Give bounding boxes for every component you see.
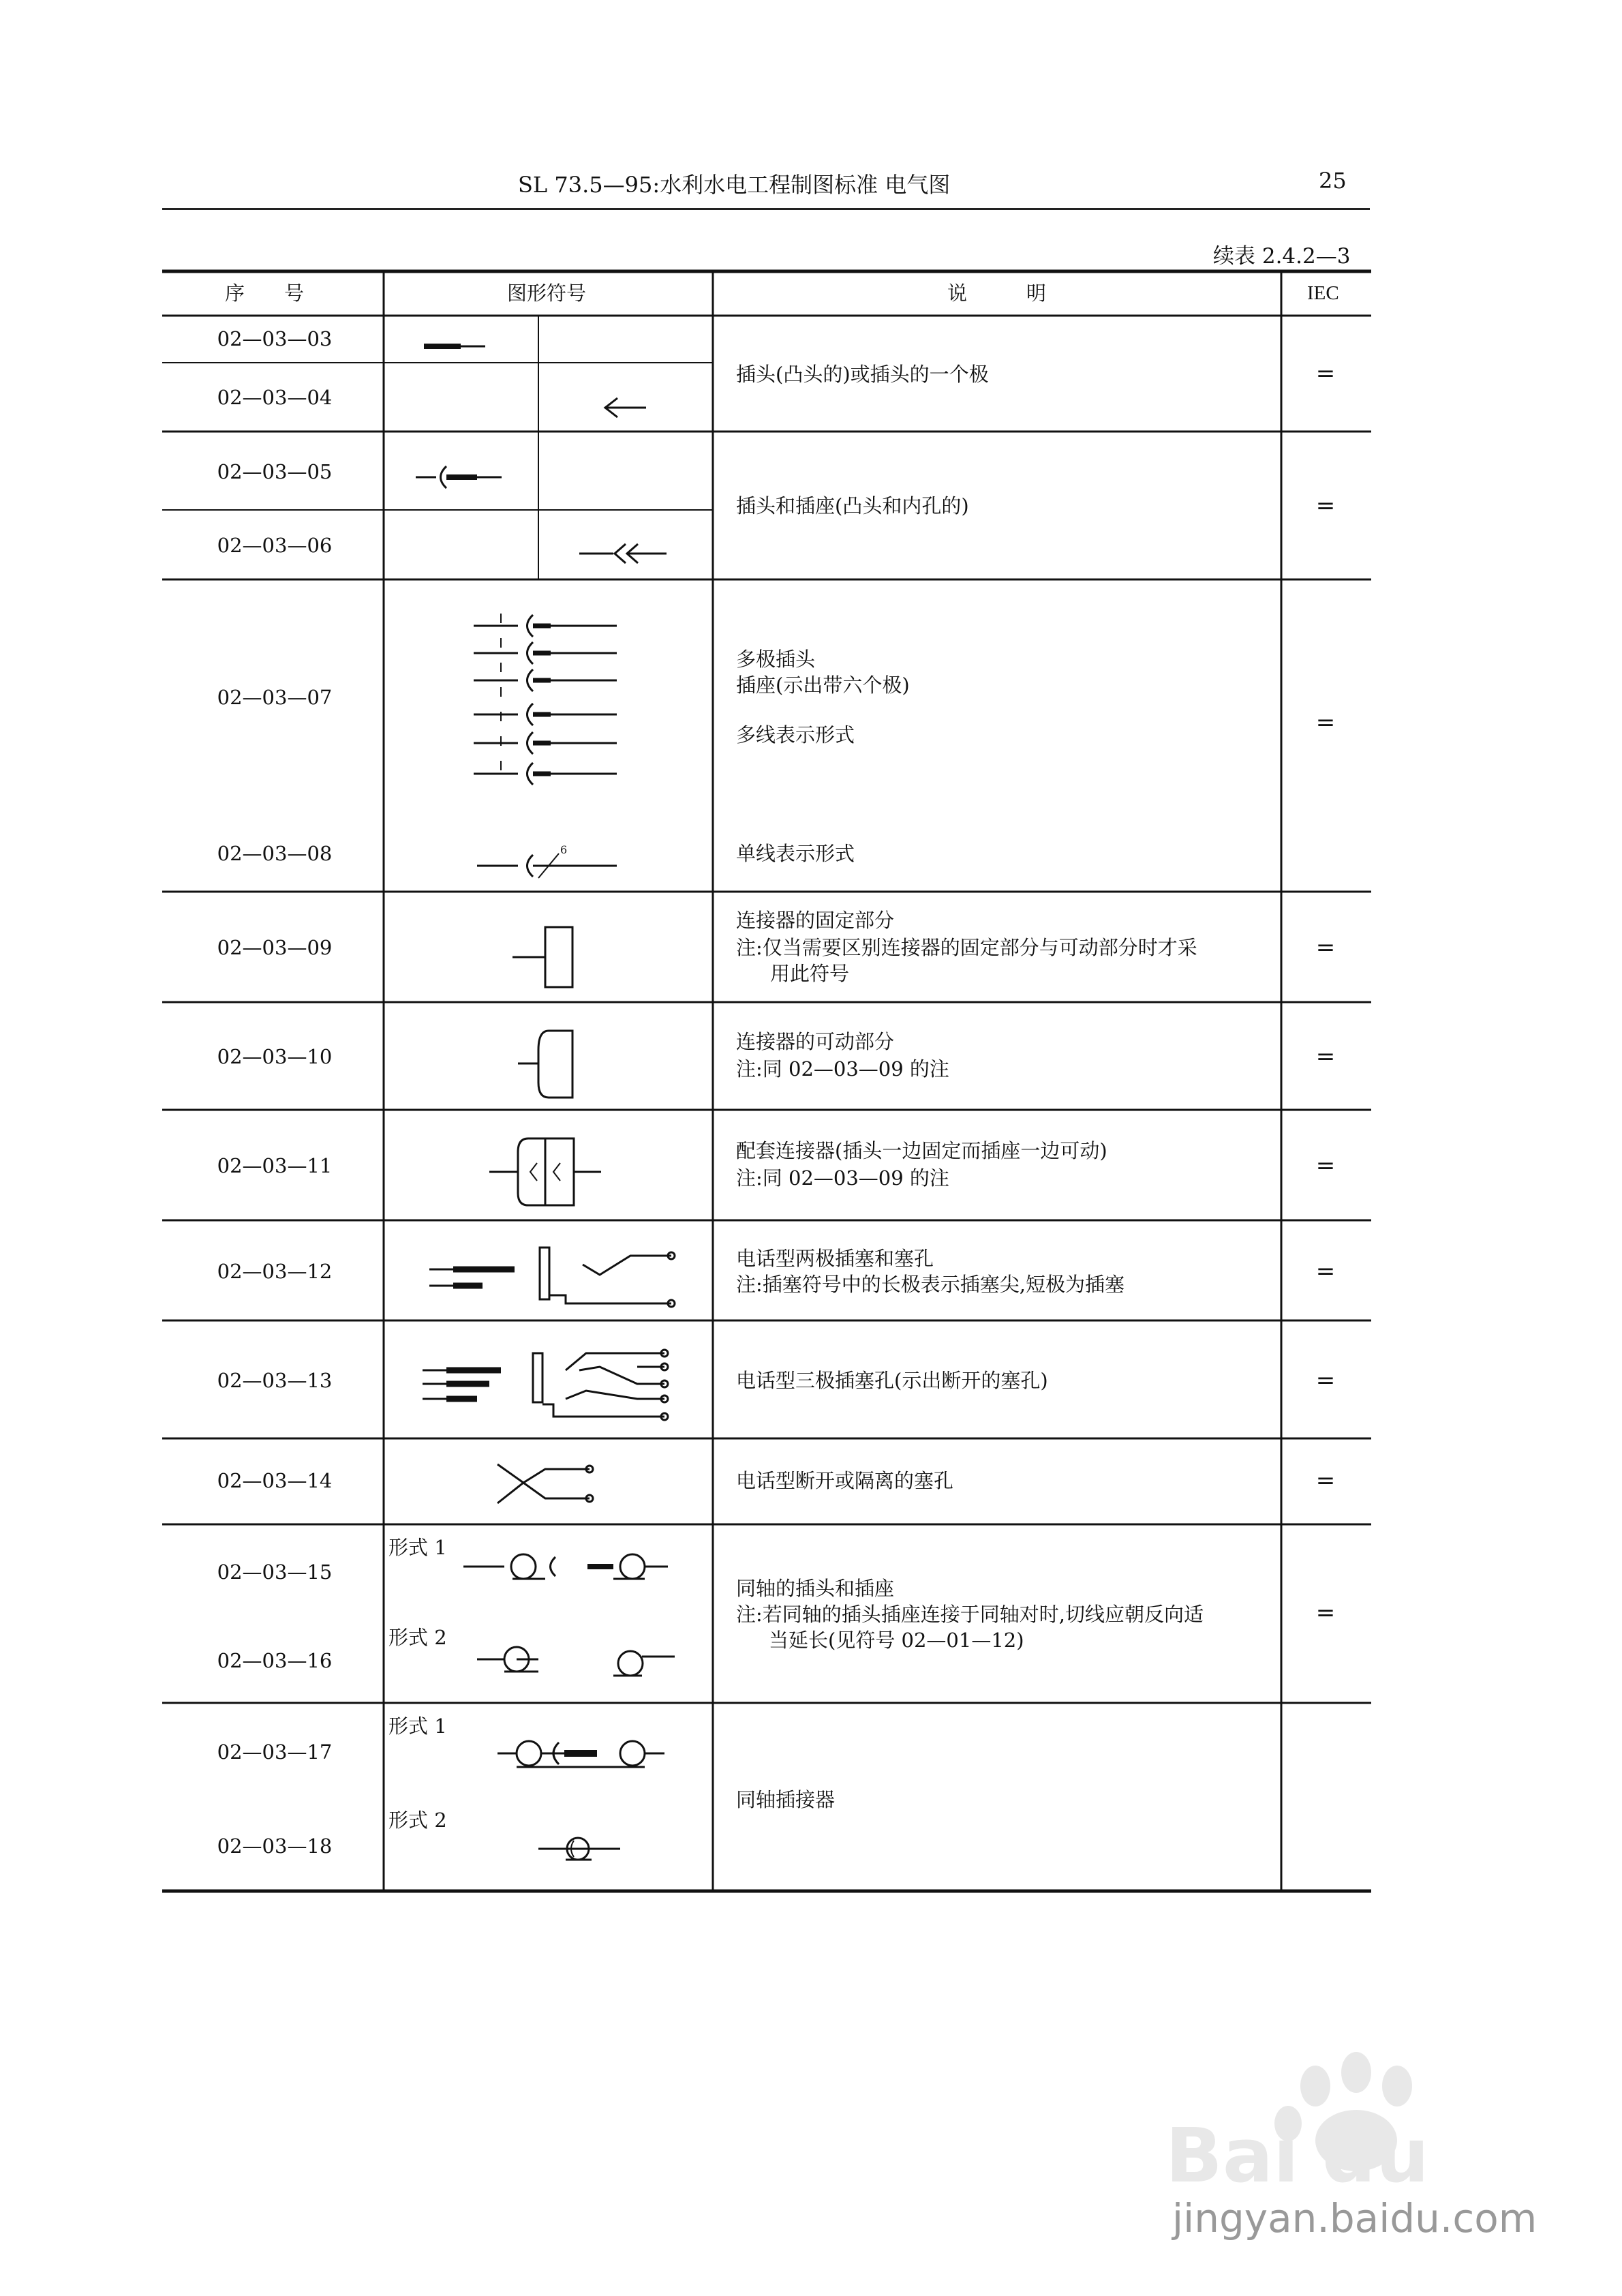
desc-13: 电话型三极插塞孔(示出断开的塞孔) bbox=[736, 1369, 1048, 1392]
plug-socket-symbol-0305 bbox=[416, 466, 502, 488]
socket-symbol-0304 bbox=[605, 398, 646, 417]
seq-02-03-04: 02—03—04 bbox=[217, 386, 333, 409]
seq-02-03-06: 02—03—06 bbox=[217, 534, 333, 557]
desc-1516-b: 注:若同轴的插头插座连接于同轴对时,切线应朝反向适 bbox=[736, 1603, 1204, 1626]
seq-02-03-09: 02—03—09 bbox=[217, 936, 333, 959]
desc-09-b: 注:仅当需要区别连接器的固定部分与可动部分时才采 bbox=[736, 936, 1197, 959]
plug-socket-symbol-0306 bbox=[579, 544, 667, 563]
header-rule bbox=[162, 208, 1370, 210]
seq-02-03-14: 02—03—14 bbox=[217, 1469, 333, 1492]
seq-02-03-12: 02—03—12 bbox=[217, 1260, 333, 1283]
iec-mark-11: = bbox=[1315, 1152, 1336, 1179]
desc-11-a: 配套连接器(插头一边固定而插座一边可动) bbox=[736, 1139, 1107, 1162]
iec-mark-0708: = bbox=[1315, 709, 1336, 736]
table-caption: 续表 2.4.2—3 bbox=[1213, 244, 1351, 269]
desc-0304: 插头(凸头的)或插头的一个极 bbox=[736, 363, 989, 386]
desc-07-a: 多极插头 bbox=[736, 648, 816, 671]
seq-02-03-15: 02—03—15 bbox=[217, 1560, 333, 1584]
break-jack-symbol-0314 bbox=[498, 1464, 593, 1503]
seq-02-03-11: 02—03—11 bbox=[217, 1154, 333, 1177]
iec-mark-0304: = bbox=[1315, 360, 1336, 387]
column-header-symbol: 图形符号 bbox=[507, 282, 587, 305]
iec-mark-13: = bbox=[1315, 1367, 1336, 1394]
desc-07-c: 多线表示形式 bbox=[736, 723, 855, 746]
desc-08: 单线表示形式 bbox=[736, 842, 855, 865]
page-number: 25 bbox=[1319, 168, 1347, 194]
column-header-desc: 说 明 bbox=[947, 282, 1047, 305]
seq-02-03-16: 02—03—16 bbox=[217, 1649, 333, 1672]
mated-connector-symbol-0311 bbox=[489, 1138, 601, 1205]
iec-mark-0506: = bbox=[1315, 492, 1336, 519]
desc-09-a: 连接器的固定部分 bbox=[736, 909, 895, 932]
seq-02-03-18: 02—03—18 bbox=[217, 1834, 333, 1858]
multipole-plug-socket-symbol-0307 bbox=[474, 614, 617, 785]
iec-mark-14: = bbox=[1315, 1467, 1336, 1494]
desc-10-a: 连接器的可动部分 bbox=[736, 1030, 895, 1053]
seq-02-03-10: 02—03—10 bbox=[217, 1045, 333, 1068]
single-line-plug-socket-symbol-0308 bbox=[477, 843, 617, 878]
svg-text:6: 6 bbox=[560, 843, 568, 856]
desc-1516-c: 当延长(见符号 02—01—12) bbox=[769, 1629, 1024, 1652]
desc-1718: 同轴插接器 bbox=[736, 1788, 836, 1811]
seq-02-03-05: 02—03—05 bbox=[217, 460, 333, 483]
seq-02-03-17: 02—03—17 bbox=[217, 1740, 333, 1764]
form-label-2-0318: 形式 2 bbox=[388, 1809, 447, 1832]
coaxial-plug-socket-form1-symbol-0315 bbox=[463, 1554, 668, 1579]
desc-11-b: 注:同 02—03—09 的注 bbox=[736, 1166, 949, 1190]
desc-12-b: 注:插塞符号中的长极表示插塞尖,短极为插塞 bbox=[736, 1273, 1124, 1296]
connector-fixed-symbol-0309 bbox=[512, 927, 572, 987]
column-header-seq: 序 号 bbox=[225, 282, 305, 305]
iec-mark-09: = bbox=[1315, 934, 1336, 961]
iec-mark-10: = bbox=[1315, 1043, 1336, 1070]
desc-07-b: 插座(示出带六个极) bbox=[736, 674, 910, 697]
desc-12-a: 电话型两极插塞和塞孔 bbox=[736, 1247, 934, 1270]
watermark-url: jingyan.baidu.com bbox=[1172, 2195, 1537, 2241]
form-label-1-0317: 形式 1 bbox=[388, 1715, 447, 1738]
seq-02-03-03: 02—03—03 bbox=[217, 327, 333, 350]
seq-02-03-07: 02—03—07 bbox=[217, 686, 333, 709]
desc-09-c: 用此符号 bbox=[770, 962, 850, 985]
telephone-three-pole-symbol-0313 bbox=[423, 1350, 668, 1420]
coaxial-connector-form1-symbol-0317 bbox=[498, 1741, 664, 1767]
form-label-1-0315: 形式 1 bbox=[388, 1536, 447, 1559]
svg-text:Bai: Bai bbox=[1165, 2112, 1299, 2199]
iec-mark-12: = bbox=[1315, 1258, 1336, 1285]
desc-14: 电话型断开或隔离的塞孔 bbox=[736, 1469, 954, 1492]
connector-movable-symbol-0310 bbox=[518, 1031, 572, 1098]
seq-02-03-13: 02—03—13 bbox=[217, 1369, 333, 1392]
seq-02-03-08: 02—03—08 bbox=[217, 842, 333, 865]
desc-10-b: 注:同 02—03—09 的注 bbox=[736, 1057, 949, 1081]
column-header-iec: IEC bbox=[1307, 282, 1339, 304]
form-label-2-0316: 形式 2 bbox=[388, 1626, 447, 1649]
telephone-two-pole-symbol-0312 bbox=[429, 1248, 675, 1307]
coaxial-plug-socket-form2-symbol-0316 bbox=[477, 1647, 675, 1676]
desc-0506: 插头和插座(凸头和内孔的) bbox=[736, 494, 969, 517]
iec-mark-1516: = bbox=[1315, 1599, 1336, 1627]
coaxial-connector-form2-symbol-0318 bbox=[538, 1838, 620, 1860]
page-header-title: SL 73.5—95:水利水电工程制图标准 电气图 bbox=[518, 172, 951, 198]
desc-1516-a: 同轴的插头和插座 bbox=[736, 1577, 895, 1600]
svg-text:du: du bbox=[1322, 2112, 1430, 2199]
